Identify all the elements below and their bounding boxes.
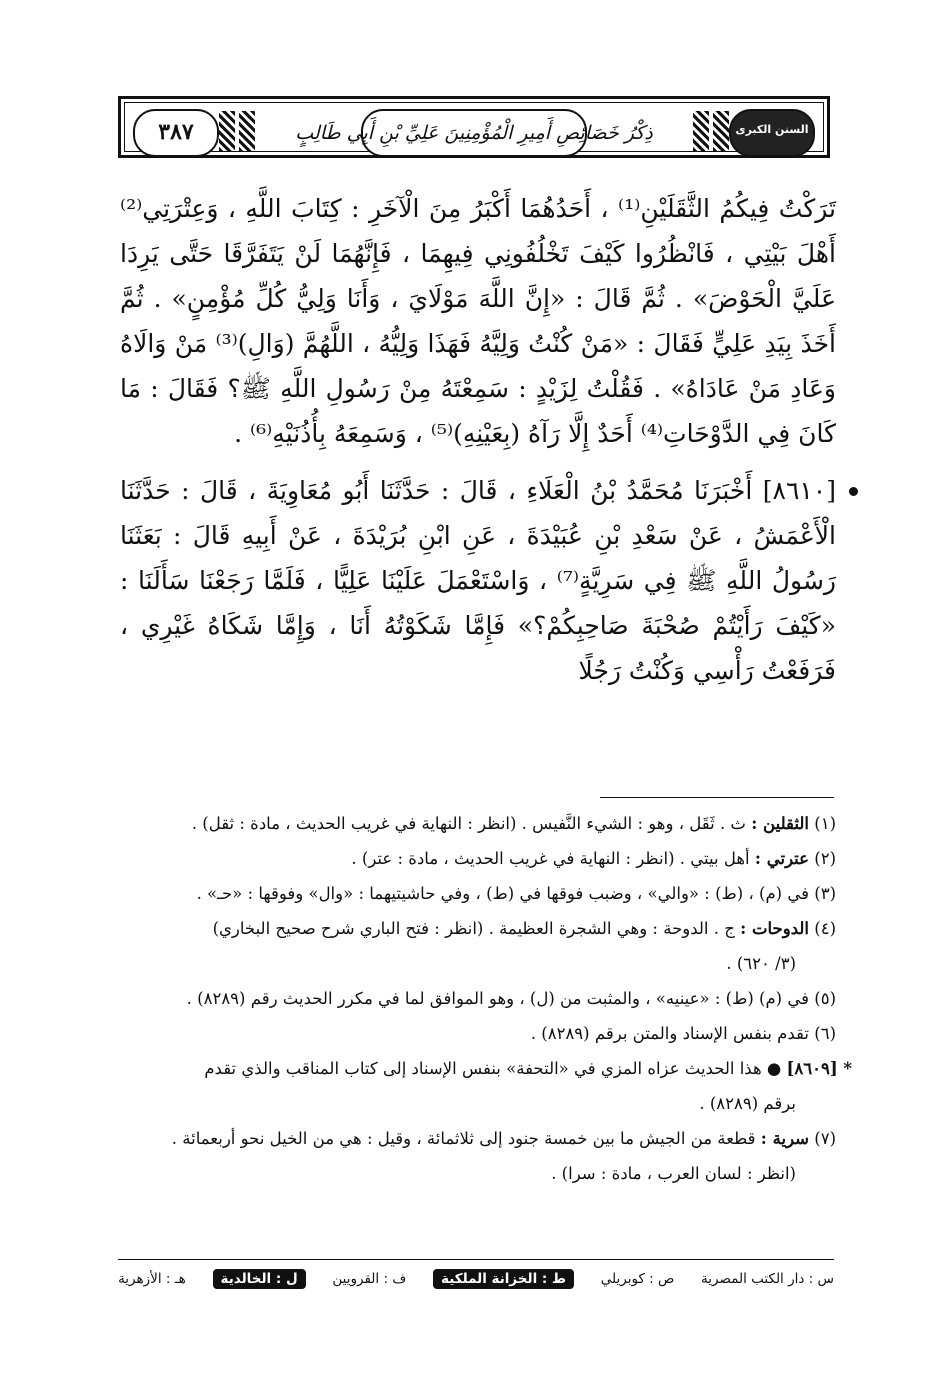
footnote-commentary: * [٨٦٠٩] ● هذا الحديث عزاه المزي في «التحفة» بنفس الإسناد إلى كتاب المناقب والذي تقدم	[204, 1059, 852, 1078]
footnote: (٧) سرية : قطعة من الجيش ما بين خمسة جنود إلى ثلاثمائة ، وقيل : هي من الخيل نحو أربعمائة .	[171, 1129, 836, 1148]
footnote: (١) الثقلين : ث . ثَقَل ، وهو : الشيء النَّفيس . (انظر : النهاية في غريب الحديث ، مادة : ثقل) .	[191, 814, 836, 833]
siglum-sad: ص : كوبريلي	[600, 1271, 675, 1287]
footnote: (٤) الدوحات : ج . الدوحة : وهي الشجرة العظيمة . (انظر : فتح الباري شرح صحيح البخاري)	[212, 919, 836, 938]
page-number: ٣٨٧	[158, 119, 194, 145]
manuscript-sigla	[118, 1264, 834, 1294]
header-inner-frame	[124, 102, 824, 152]
chapter-title-cartouche	[295, 109, 653, 157]
chapter-title: ذِكْرُ خَصَائِصِ أَمِيرِ الْمُؤْمِنِينَ عَلِيِّ بْنِ أَبِي طَالِبٍ	[295, 122, 653, 144]
siglum-fa: ف : القرويين	[332, 1271, 407, 1287]
main-text	[120, 186, 836, 693]
ornament-band	[713, 111, 729, 151]
footnote: (٣) في (م) ، (ط) : «والي» ، وضبب فوقها في (ط) ، وفي حاشيتيهما : «وال» وفوقها : «حـ» .	[196, 884, 836, 903]
hadith-entry	[120, 468, 836, 693]
ornament-band	[239, 111, 255, 151]
ornament-band	[219, 111, 235, 151]
footnote-continuation: (٣/ ٦٢٠) .	[726, 954, 796, 973]
seal-medallion	[729, 109, 815, 157]
seal-text: السنن الكبرى	[735, 123, 809, 136]
siglum-ha: هـ : الأزهرية	[118, 1271, 186, 1287]
siglum-sin: س : دار الكتب المصرية	[701, 1271, 834, 1287]
footnote-continuation: (انظر : لسان العرب ، مادة : سرا) .	[551, 1164, 796, 1183]
page-header	[118, 96, 830, 158]
page-number-medallion	[133, 109, 219, 157]
sigla-divider	[118, 1259, 834, 1260]
siglum-ta: ط : الخزانة الملكية	[433, 1269, 574, 1289]
footnote-divider	[600, 797, 834, 798]
footnote: (٢) عترتي : أهل بيتي . (انظر : النهاية في غريب الحديث ، مادة : عتر) .	[351, 849, 836, 868]
footnote-continuation: برقم (٨٢٨٩) .	[699, 1094, 796, 1113]
footnote: (٦) تقدم بنفس الإسناد والمتن برقم (٨٢٨٩) .	[530, 1024, 836, 1043]
paragraph: [٨٦١٠] أَخْبَرَنَا مُحَمَّدُ بْنُ الْعَلَاءِ ، قَالَ : حَدَّثَنَا أَبُو مُعَاوِيَةَ ، قَالَ : حَدَّثَنَا الْأَعْمَشُ ، عَنْ سَعْدِ بْنِ عُبَيْدَةَ ، عَنِ ابْنِ بُرَيْدَةَ ، عَنْ أَبِيهِ قَالَ : بَعَثَنَا رَسُولُ اللَّهِ ﷺ فِي سَرِيَّةٍ⁽⁷⁾ ، وَاسْتَعْمَلَ عَلَيْنَا عَلِيًّا ، فَلَمَّا رَجَعْنَا سَأَلَنَا : «كَيْفَ رَأَيْتُمْ صُحْبَةَ صَاحِبِكُمْ؟» فَإِمَّا شَكَوْتُهُ أَنَا ، وَإِمَّا شَكَاهُ غَيْرِي ، فَرَفَعْتُ رَأْسِي وَكُنْتُ رَجُلًا	[120, 476, 836, 685]
ornament-band	[693, 111, 709, 151]
siglum-lam: ل : الخالدية	[213, 1269, 306, 1289]
paragraph: تَرَكْتُ فِيكُمُ الثَّقَلَيْنِ⁽¹⁾ ، أَحَدُهُمَا أَكْبَرُ مِنَ الْآخَرِ : كِتَابَ اللَّهِ ، وَعِتْرَتِي⁽²⁾ أَهْلَ بَيْتِي ، فَانْظُرُوا كَيْفَ تَخْلُفُونِي فِيهِمَا ، فَإِنَّهُمَا لَنْ يَتَفَرَّقَا حَتَّى يَرِدَا عَلَيَّ الْحَوْضَ» . ثُمَّ قَالَ : «إِنَّ اللَّهَ مَوْلَايَ ، وَأَنَا وَلِيُّ كُلِّ مُؤْمِنٍ» . ثُمَّ أَخَذَ بِيَدِ عَلِيٍّ فَقَالَ : «مَنْ كُنْتُ وَلِيَّهُ فَهَذَا وَلِيُّهُ ، اللَّهُمَّ (وَالِ)⁽³⁾ مَنْ وَالَاهُ وَعَادِ مَنْ عَادَاهُ» . فَقُلْتُ لِزَيْدٍ : سَمِعْتَهُ مِنْ رَسُولِ اللَّهِ ﷺ؟ فَقَالَ : مَا كَانَ فِي الدَّوْحَاتِ⁽⁴⁾ أَحَدٌ إِلَّا رَآهُ (بِعَيْنِهِ)⁽⁵⁾ ، وَسَمِعَهُ بِأُذُنَيْهِ⁽⁶⁾ .	[120, 194, 836, 448]
footnotes	[120, 806, 852, 1191]
footnote: (٥) في (م) (ط) : «عينيه» ، والمثبت من (ل) ، وهو الموافق لما في مكرر الحديث رقم (٨٢٨٩) .	[186, 989, 836, 1008]
bullet-icon	[849, 487, 858, 496]
